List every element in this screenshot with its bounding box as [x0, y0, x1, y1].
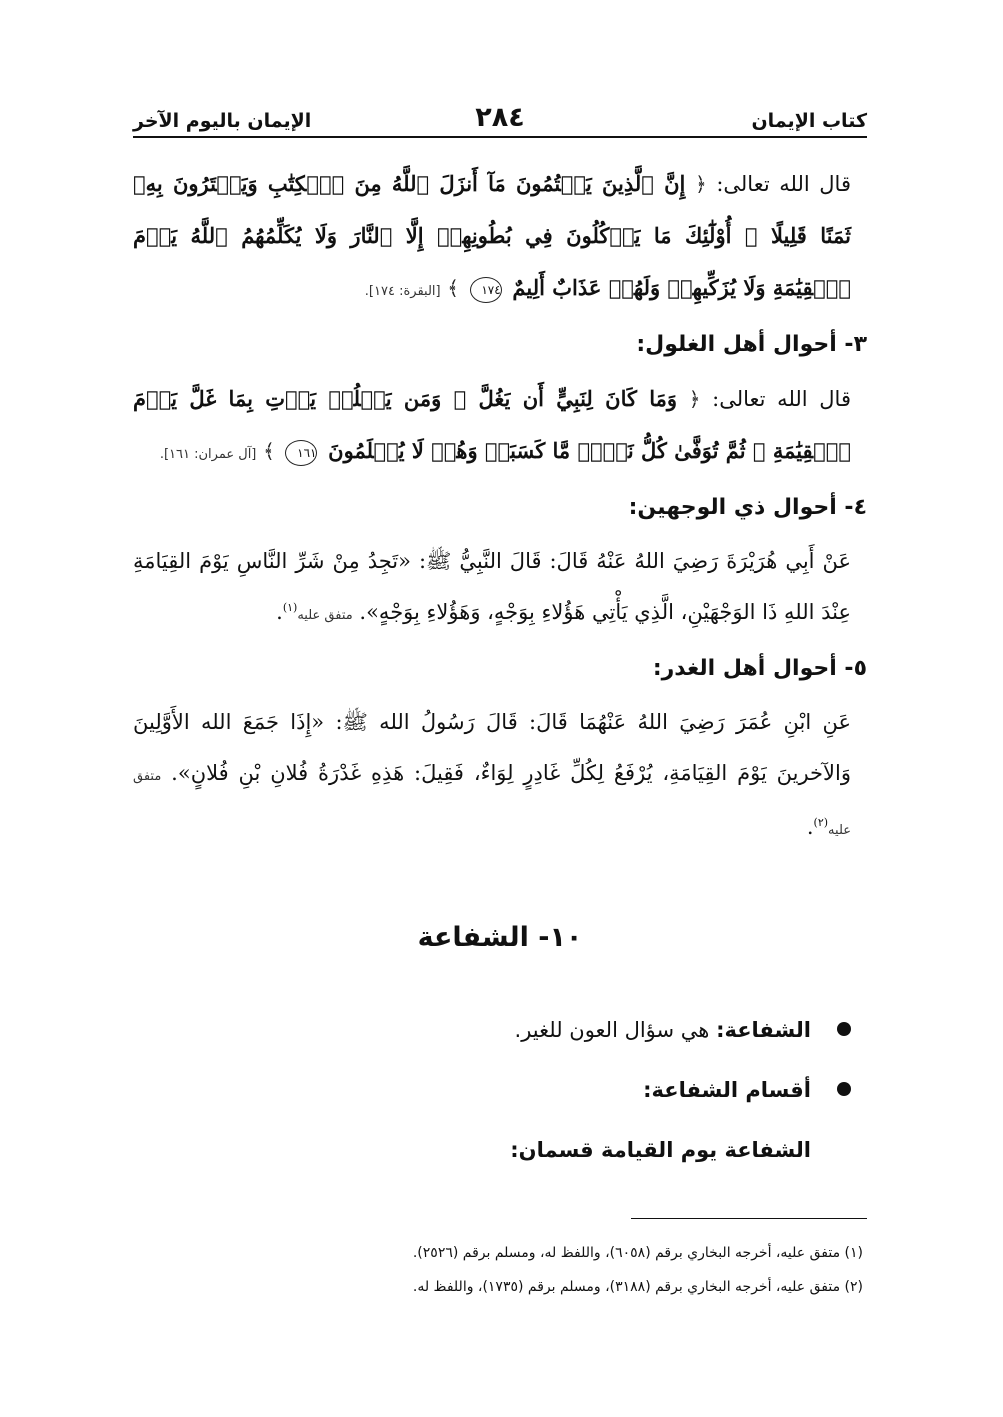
chapter-heading: ١٠- الشفاعة — [417, 922, 583, 953]
ayah-number: ١٦١ — [285, 440, 317, 466]
verse-intro: قال الله تعالى: — [716, 172, 851, 196]
bullet-dot — [837, 1022, 851, 1036]
hadith-text: عَنِ ابْنِ عُمَرَ رَضِيَ اللهُ عَنْهُمَا قَالَ: قَالَ رَسُولُ الله ﷺ: «إِذَا جَمَعَ الله الأَوَّلِينَ وَالآخرينَ يَوْمَ القِيَامَةِ، يُرْفَعُ لِكُلِّ غَادِرٍ لِوَاءٌ، فَقِيلَ: هَذِهِ غَدْرَةُ فُلانِ بْنِ فُلانٍ». — [133, 710, 851, 785]
hadith-text: عَنْ أَبِي هُرَيْرَةَ رَضِيَ اللهُ عَنْهُ قَالَ: قَالَ النَّبِيُّ ﷺ: «تَجِدُ مِنْ شَرِّ النَّاسِ يَوْمَ القِيَامَةِ عِنْدَ اللهِ ذَا الوَجْهَيْنِ، الَّذِي يَأْتِي هَؤُلاءِ بِوَجْهٍ، وَهَؤُلاءِ بِوَجْهٍ». — [133, 549, 851, 624]
bullet-list — [133, 1010, 867, 1170]
bullet-item — [133, 1070, 867, 1130]
hadith-grade: متفق عليه — [133, 769, 851, 838]
bullet-text: هي سؤال العون للغير. — [514, 1018, 710, 1042]
main-text — [133, 158, 867, 856]
bullet-dot — [837, 1082, 851, 1096]
verse-text: وَمَا كَانَ لِنَبِيٍّ أَن يَغُلَّ ۚ وَمَن يَغۡلُلۡ يَأۡتِ بِمَا غَلَّ يَوۡمَ ٱلۡقِيَٰمَةِ ۚ ثُمَّ تُوَفَّىٰ كُلُّ نَفۡسٖ مَّا كَسَبَتۡ وَهُمۡ لَا يُظۡلَمُونَ — [133, 386, 851, 463]
bullet-item — [133, 1010, 867, 1070]
sub-heading: الشفاعة يوم القيامة قسمان: — [510, 1138, 811, 1162]
footnote-divider — [631, 1218, 867, 1219]
section-heading-4: ٤- أحوال ذي الوجهين: — [628, 495, 867, 520]
footnote-1: (١) متفق عليه، أخرجه البخاري برقم (٦٠٥٨)، واللفظ له، ومسلم برقم (٢٥٢٦). — [412, 1245, 863, 1261]
hadith-paragraph-1 — [133, 536, 851, 641]
verse-reference: [آل عمران: ١٦١]. — [159, 447, 257, 462]
quran-paragraph-1 — [133, 158, 851, 317]
verse-text: إِنَّ ٱلَّذِينَ يَكۡتُمُونَ مَآ أَنزَلَ ٱللَّهُ مِنَ ٱلۡكِتَٰبِ وَيَشۡتَرُونَ بِهِۦ ثَمَنًا قَلِيلًا ۙ أُوْلَٰٓئِكَ مَا يَأۡكُلُونَ فِي بُطُونِهِمۡ إِلَّا ٱلنَّارَ وَلَا يُكَلِّمُهُمُ ٱللَّهُ يَوۡمَ ٱلۡقِيَٰمَةِ وَلَا يُزَكِّيهِمۡ وَلَهُمۡ عَذَابٌ أَلِيمٌ — [133, 171, 851, 300]
hadith-grade: متفق عليه — [297, 608, 353, 623]
close-brace: ﴾ — [263, 439, 275, 463]
chapter-title: الإيمان باليوم الآخر — [133, 110, 312, 132]
header-divider — [133, 136, 867, 138]
footnote-2: (٢) متفق عليه، أخرجه البخاري برقم (٣١٨٨)، ومسلم برقم (١٧٣٥)، واللفظ له. — [412, 1279, 863, 1295]
verse-reference: [البقرة: ١٧٤]. — [364, 284, 441, 299]
bullet-term: أقسام الشفاعة: — [643, 1078, 811, 1102]
close-brace: ﴾ — [447, 276, 459, 300]
page-number: ٢٨٤ — [475, 102, 525, 133]
sentence-end: . — [276, 600, 283, 624]
hadith-paragraph-2 — [133, 697, 851, 856]
footnotes — [133, 1236, 867, 1304]
footnote-marker: (٢) — [813, 816, 829, 829]
sentence-end: . — [806, 815, 814, 839]
book-title: كتاب الإيمان — [751, 110, 867, 132]
section-heading-3: ٣- أحوال أهل الغلول: — [636, 332, 867, 357]
quran-paragraph-2 — [133, 373, 851, 480]
bullet-term: الشفاعة: — [716, 1018, 811, 1042]
open-brace: ﴿ — [688, 387, 701, 411]
ayah-number: ١٧٤ — [470, 277, 502, 303]
open-brace: ﴿ — [694, 172, 707, 196]
verse-intro: قال الله تعالى: — [712, 387, 851, 411]
section-heading-5: ٥- أحوال أهل الغدر: — [652, 656, 867, 681]
footnote-marker: (١) — [282, 601, 298, 614]
